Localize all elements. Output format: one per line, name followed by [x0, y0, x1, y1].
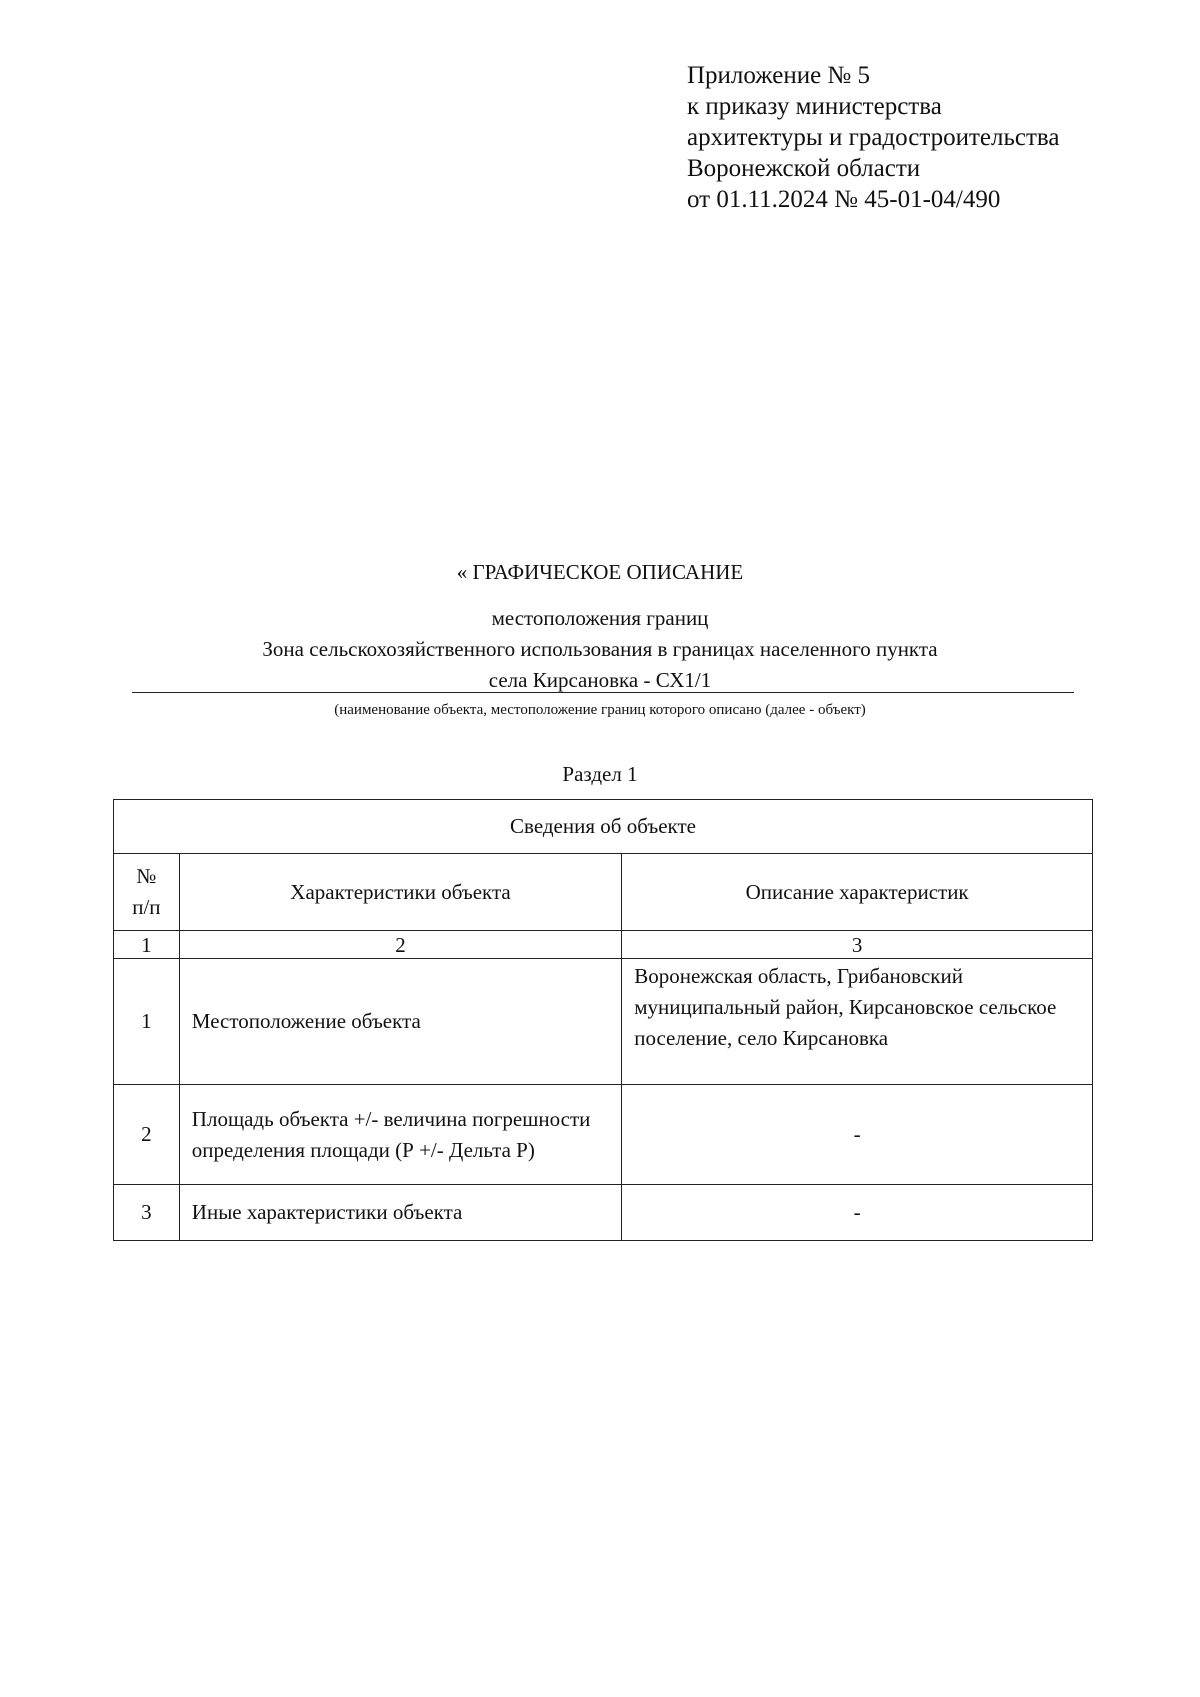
appendix-line: Приложение № 5 [687, 62, 871, 89]
section-heading: Раздел 1 [562, 762, 638, 786]
row-description: Воронежская область, Грибановский муниципальный район, Кирсановское сельское поселение, село Кирсановка [622, 959, 1093, 1085]
table-row [114, 959, 1093, 1085]
object-name-caption: (наименование объекта, местоположение границ которого описано (далее - объект) [334, 702, 866, 718]
row-characteristic: Иные характеристики объекта [179, 1185, 621, 1241]
appendix-line: к приказу министерства [687, 93, 942, 120]
table-caption-row [114, 800, 1093, 854]
document-subtitle [0, 603, 1200, 696]
table-caption: Сведения об объекте [114, 800, 1093, 854]
row-number: 1 [114, 959, 180, 1085]
row-characteristic: Местоположение объекта [179, 959, 621, 1085]
column-number: 1 [114, 931, 180, 959]
column-number: 3 [622, 931, 1093, 959]
header-number: № п/п [114, 854, 180, 931]
object-name-underline [132, 692, 1074, 693]
subtitle-line: села Кирсановка - СХ1/1 [488, 668, 712, 692]
header-characteristic: Характеристики объекта [179, 854, 621, 931]
appendix-line: Воронежской области [687, 155, 921, 182]
row-description: - [622, 1085, 1093, 1185]
column-number-row [114, 931, 1093, 959]
table-header-row [114, 854, 1093, 931]
table-row [114, 1185, 1093, 1241]
row-number: 2 [114, 1085, 180, 1185]
row-characteristic: Площадь объекта +/- величина погрешности определения площади (Р +/- Дельта Р) [179, 1085, 621, 1185]
subtitle-line: местоположения границ [491, 606, 709, 630]
document-title: « ГРАФИЧЕСКОЕ ОПИСАНИЕ [456, 560, 744, 584]
appendix-line: от 01.11.2024 № 45-01-04/490 [687, 186, 1001, 213]
appendix-block [687, 60, 1059, 215]
header-description: Описание характеристик [622, 854, 1093, 931]
row-number: 3 [114, 1185, 180, 1241]
column-number: 2 [179, 931, 621, 959]
object-info-table [113, 799, 1093, 1241]
table-row [114, 1085, 1093, 1185]
subtitle-line: Зона сельскохозяйственного использования в границах населенного пункта [262, 637, 938, 661]
row-description: - [622, 1185, 1093, 1241]
appendix-line: архитектуры и градостроительства [687, 124, 1060, 151]
